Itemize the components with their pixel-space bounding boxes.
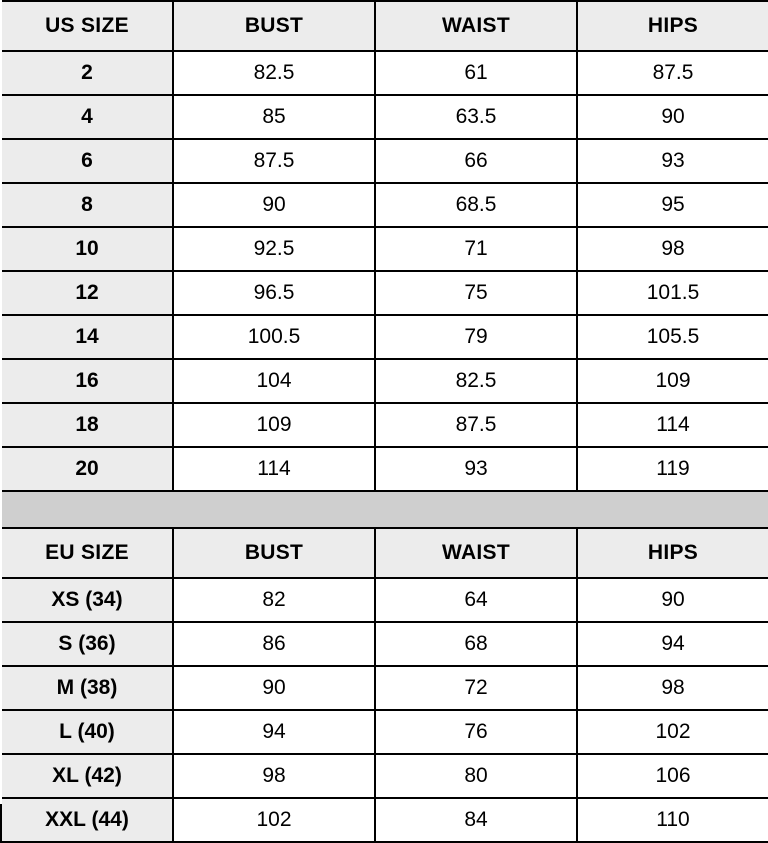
us-row-bust: 87.5 <box>173 139 375 183</box>
us-row-hips: 90 <box>577 95 768 139</box>
eu-row-hips: 106 <box>577 754 768 798</box>
eu-row-bust: 94 <box>173 710 375 754</box>
eu-size-table <box>0 527 768 843</box>
table-row <box>1 578 768 622</box>
us-header-bust: BUST <box>173 1 375 51</box>
eu-row-bust: 86 <box>173 622 375 666</box>
us-row-size: 6 <box>1 139 173 183</box>
us-row-size: 14 <box>1 315 173 359</box>
eu-row-size: L (40) <box>1 710 173 754</box>
us-row-bust: 100.5 <box>173 315 375 359</box>
table-header-row <box>1 1 768 51</box>
us-row-waist: 61 <box>375 51 577 95</box>
us-row-waist: 68.5 <box>375 183 577 227</box>
table-row <box>1 447 768 491</box>
us-row-size: 12 <box>1 271 173 315</box>
us-header-size: US SIZE <box>1 1 173 51</box>
eu-header-size: EU SIZE <box>1 528 173 578</box>
table-row <box>1 622 768 666</box>
eu-header-hips: HIPS <box>577 528 768 578</box>
us-header-waist: WAIST <box>375 1 577 51</box>
eu-row-size: XL (42) <box>1 754 173 798</box>
eu-row-hips: 98 <box>577 666 768 710</box>
eu-row-waist: 84 <box>375 798 577 842</box>
eu-row-size: S (36) <box>1 622 173 666</box>
eu-row-hips: 110 <box>577 798 768 842</box>
us-table-header <box>1 1 768 51</box>
table-row <box>1 666 768 710</box>
eu-row-bust: 82 <box>173 578 375 622</box>
eu-size-table-wrapper <box>0 527 768 843</box>
eu-row-hips: 102 <box>577 710 768 754</box>
us-row-size: 2 <box>1 51 173 95</box>
us-row-bust: 104 <box>173 359 375 403</box>
table-row <box>1 754 768 798</box>
eu-row-waist: 68 <box>375 622 577 666</box>
table-row <box>1 51 768 95</box>
us-row-hips: 98 <box>577 227 768 271</box>
us-row-waist: 87.5 <box>375 403 577 447</box>
us-row-size: 20 <box>1 447 173 491</box>
us-row-bust: 90 <box>173 183 375 227</box>
us-row-size: 16 <box>1 359 173 403</box>
eu-row-waist: 80 <box>375 754 577 798</box>
us-row-size: 8 <box>1 183 173 227</box>
us-row-waist: 93 <box>375 447 577 491</box>
eu-row-bust: 90 <box>173 666 375 710</box>
us-row-hips: 87.5 <box>577 51 768 95</box>
eu-header-waist: WAIST <box>375 528 577 578</box>
us-row-waist: 71 <box>375 227 577 271</box>
eu-table-body <box>1 578 768 842</box>
us-row-waist: 66 <box>375 139 577 183</box>
eu-row-waist: 64 <box>375 578 577 622</box>
table-separator <box>0 492 768 527</box>
us-row-bust: 114 <box>173 447 375 491</box>
us-row-bust: 96.5 <box>173 271 375 315</box>
eu-row-hips: 94 <box>577 622 768 666</box>
eu-table-header <box>1 528 768 578</box>
us-row-hips: 101.5 <box>577 271 768 315</box>
table-row <box>1 183 768 227</box>
table-row <box>1 271 768 315</box>
eu-row-bust: 102 <box>173 798 375 842</box>
table-row <box>1 227 768 271</box>
eu-row-size: XXL (44) <box>1 798 173 842</box>
us-row-size: 10 <box>1 227 173 271</box>
us-row-hips: 105.5 <box>577 315 768 359</box>
table-row <box>1 95 768 139</box>
us-row-hips: 119 <box>577 447 768 491</box>
us-row-hips: 95 <box>577 183 768 227</box>
table-row <box>1 403 768 447</box>
us-row-bust: 82.5 <box>173 51 375 95</box>
us-row-hips: 93 <box>577 139 768 183</box>
eu-row-waist: 76 <box>375 710 577 754</box>
table-row <box>1 710 768 754</box>
eu-row-hips: 90 <box>577 578 768 622</box>
us-row-hips: 114 <box>577 403 768 447</box>
us-row-waist: 63.5 <box>375 95 577 139</box>
table-row <box>1 798 768 842</box>
table-row <box>1 139 768 183</box>
eu-row-bust: 98 <box>173 754 375 798</box>
eu-row-waist: 72 <box>375 666 577 710</box>
us-row-waist: 79 <box>375 315 577 359</box>
us-row-bust: 92.5 <box>173 227 375 271</box>
us-row-waist: 75 <box>375 271 577 315</box>
table-row <box>1 359 768 403</box>
us-row-waist: 82.5 <box>375 359 577 403</box>
eu-header-bust: BUST <box>173 528 375 578</box>
table-row <box>1 315 768 359</box>
table-header-row <box>1 528 768 578</box>
us-row-size: 4 <box>1 95 173 139</box>
eu-row-size: XS (34) <box>1 578 173 622</box>
us-header-hips: HIPS <box>577 1 768 51</box>
us-row-bust: 85 <box>173 95 375 139</box>
us-row-bust: 109 <box>173 403 375 447</box>
us-row-hips: 109 <box>577 359 768 403</box>
us-table-body <box>1 51 768 491</box>
us-row-size: 18 <box>1 403 173 447</box>
eu-row-size: M (38) <box>1 666 173 710</box>
